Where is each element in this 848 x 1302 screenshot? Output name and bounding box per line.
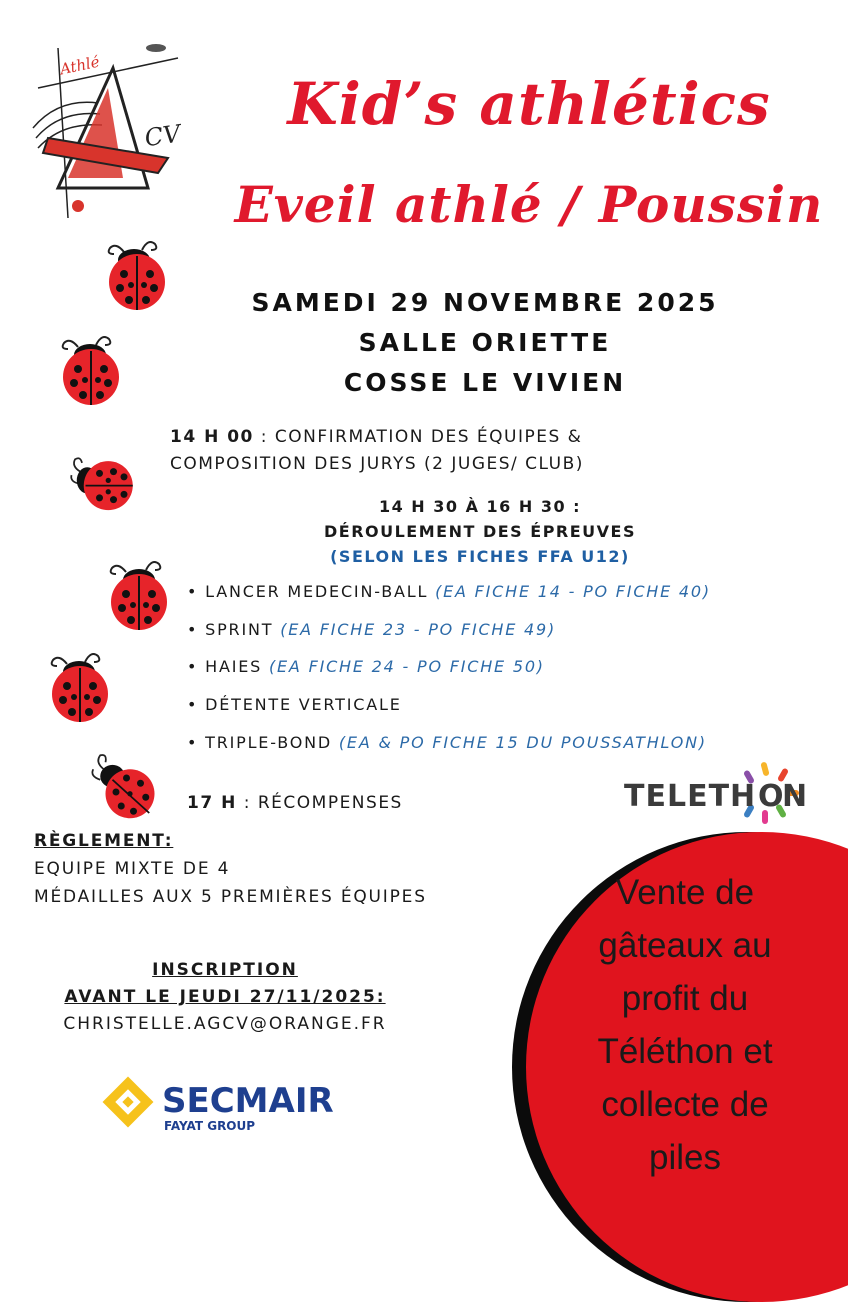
list-item: • HAIES (EA FICHE 24 - PO FICHE 50): [187, 657, 545, 677]
event-venue: SALLE ORIETTE: [358, 328, 612, 357]
ladybug-icon: [102, 230, 172, 310]
reglement-heading: RÈGLEMENT:: [34, 831, 174, 851]
ladybug-icon: [56, 325, 126, 405]
schedule-first-text: : CONFIRMATION DES ÉQUIPES &: [253, 427, 583, 447]
schedule-second: [200, 494, 760, 569]
telethon-label: TELETH: [624, 779, 757, 814]
list-item: • TRIPLE-BOND (EA & PO FICHE 15 DU POUSSATHLON): [187, 732, 707, 752]
ladybug-icon: [104, 550, 174, 630]
ladybug-icon: [88, 745, 158, 825]
schedule-first-time: 14 H 00: [170, 427, 254, 447]
schedule-final-time: 17 H: [187, 793, 237, 813]
telethon-label-n: N: [782, 779, 807, 814]
ladybug-icon: [68, 443, 138, 523]
list-item: • LANCER MEDECIN-BALL (EA FICHE 14 - PO FICHE 40): [187, 582, 711, 601]
schedule-second-title: DÉROULEMENT DES ÉPREUVES: [323, 522, 636, 541]
reglement-line: MÉDAILLES AUX 5 PREMIÈRES ÉQUIPES: [34, 887, 427, 907]
event-date: SAMEDI 29 NOVEMBRE 2025: [251, 288, 719, 317]
schedule-final: [187, 790, 403, 817]
cake-sale-text: Vente de gâteaux au profit du Téléthon et collecte de piles: [597, 873, 773, 1177]
schedule-second-time: 14 H 30 À 16 H 30 :: [378, 497, 582, 516]
list-item: • SPRINT (EA FICHE 23 - PO FICHE 49): [187, 619, 557, 639]
secmair-logo: [100, 1072, 350, 1137]
event-info: [220, 283, 750, 403]
schedule-final-text: : RÉCOMPENSES: [236, 793, 403, 813]
schedule-first: [170, 424, 584, 478]
ladybug-icon: [45, 642, 115, 722]
agcv-logo: [28, 28, 208, 228]
logo-athle-text: Athlé: [58, 52, 102, 79]
title-kids-athletics: Kid’s athlétics: [287, 70, 771, 138]
inscription-block: [30, 957, 420, 1038]
reglement-line: EQUIPE MIXTE DE 4: [34, 859, 231, 879]
events-list: [187, 578, 711, 766]
secmair-group: FAYAT GROUP: [164, 1119, 256, 1133]
inscription-heading: INSCRIPTION: [152, 960, 298, 980]
reglement-block: [34, 827, 427, 911]
inscription-deadline: AVANT LE JEUDI 27/11/2025:: [64, 987, 386, 1007]
secmair-name: SECMAIR: [162, 1081, 334, 1121]
svg-text:CV: CV: [142, 119, 183, 153]
telethon-logo: [622, 760, 807, 830]
event-city: COSSE LE VIVIEN: [343, 368, 627, 397]
inscription-email: CHRISTELLE.AGCV@ORANGE.FR: [63, 1014, 387, 1034]
telethon-label-o: O: [758, 779, 784, 814]
title-eveil-poussin: Eveil athlé / Poussin: [234, 175, 824, 234]
schedule-first-text-2: COMPOSITION DES JURYS (2 JUGES/ CLUB): [170, 454, 584, 474]
list-item: • DÉTENTE VERTICALE: [187, 695, 402, 715]
schedule-second-note: (SELON LES FICHES FFA U12): [330, 547, 630, 566]
